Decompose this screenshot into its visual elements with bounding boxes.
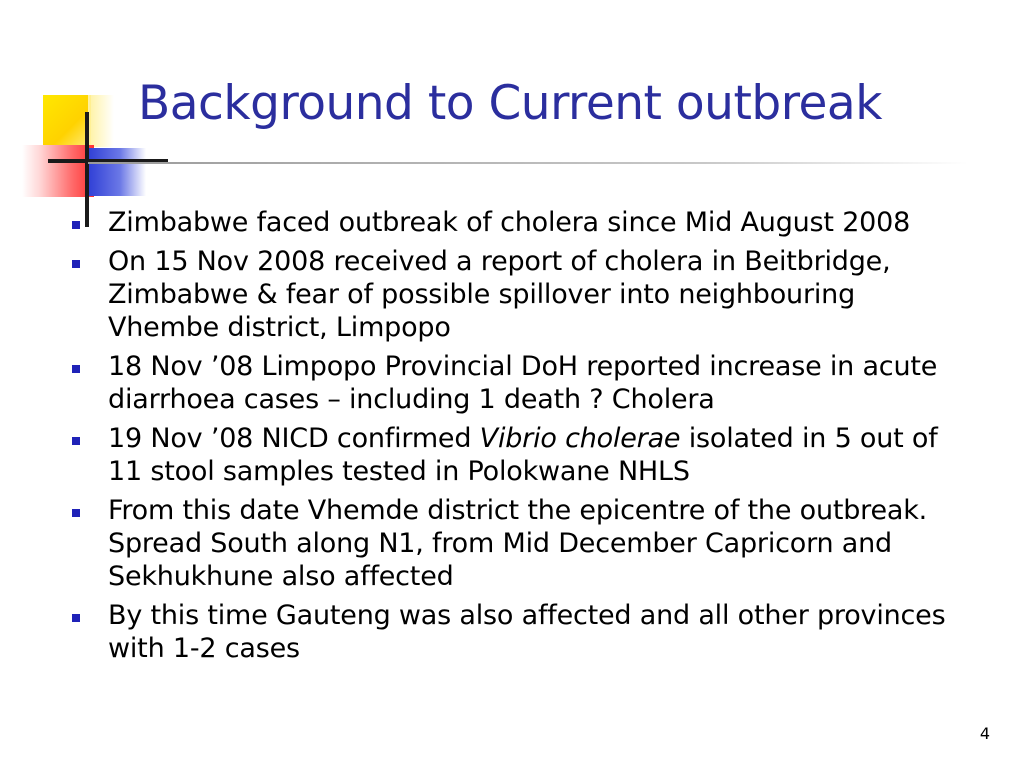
square-bullet-icon bbox=[72, 365, 80, 373]
square-bullet-icon bbox=[72, 509, 80, 517]
square-bullet-icon bbox=[72, 260, 80, 268]
bullet-item bbox=[72, 245, 972, 344]
square-bullet-icon bbox=[72, 614, 80, 622]
page-number: 4 bbox=[979, 724, 990, 743]
bullet-item bbox=[72, 350, 972, 416]
bullet-text-before: 19 Nov ’08 NICD confirmed bbox=[108, 423, 480, 454]
bullet-item bbox=[72, 494, 972, 593]
slide-title: Background to Current outbreak bbox=[138, 76, 882, 131]
square-bullet-icon bbox=[72, 221, 80, 229]
logo-blue-square bbox=[88, 148, 146, 196]
bullet-text: 18 Nov ’08 Limpopo Provincial DoH reported increase in acute diarrhoea cases – including 1 death ? Cholera bbox=[108, 351, 938, 415]
bullet-list bbox=[72, 206, 972, 671]
organism-name: Vibrio cholerae bbox=[479, 423, 681, 454]
bullet-text: By this time Gauteng was also affected and all other provinces with 1-2 cases bbox=[108, 600, 946, 664]
title-divider bbox=[88, 162, 968, 164]
logo-red-square bbox=[22, 145, 94, 197]
square-bullet-icon bbox=[72, 437, 80, 445]
bullet-text: On 15 Nov 2008 received a report of cholera in Beitbridge, Zimbabwe & fear of possible spillover into neighbouring Vhembe district, Limpopo bbox=[108, 246, 891, 343]
bullet-item bbox=[72, 206, 972, 239]
logo-yellow-square bbox=[43, 95, 91, 147]
logo-yellow-fade bbox=[88, 95, 114, 147]
bullet-text: From this date Vhemde district the epicentre of the outbreak. Spread South along N1, from Mid December Capricorn and Sekhukhune also affected bbox=[108, 495, 928, 592]
bullet-item bbox=[72, 599, 972, 665]
bullet-item bbox=[72, 422, 972, 488]
bullet-text: Zimbabwe faced outbreak of cholera since Mid August 2008 bbox=[108, 207, 911, 238]
bullet-text-after: isolated in 5 out of 11 stool samples tested in Polokwane NHLS bbox=[108, 423, 938, 487]
